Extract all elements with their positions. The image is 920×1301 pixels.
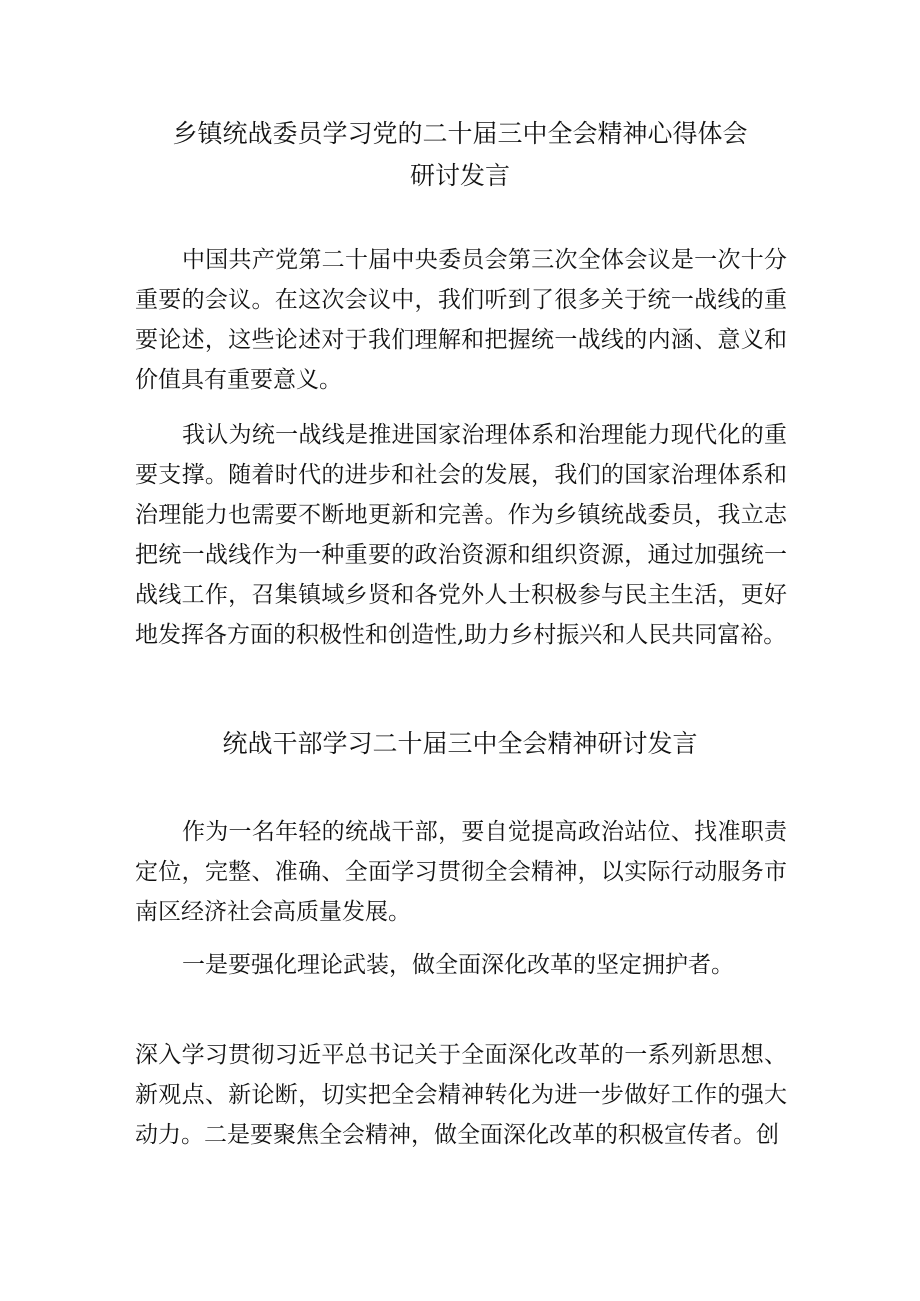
doc2-paragraph-1: 作为一名年轻的统战干部，要自觉提高政治站位、找准职责定位，完整、准确、全面学习贯彻全会精神，以实际行动服务市南区经济社会高质量发展。 xyxy=(135,819,787,925)
doc1-title-line2: 研讨发言 xyxy=(409,161,510,190)
doc1-paragraph-2: 我认为统一战线是推进国家治理体系和治理能力现代化的重要支撑。随着时代的进步和社会的发展，我们的国家治理体系和治理能力也需要不断地更新和完善。作为乡镇统战委员，我立志把统一战线作为一种重要的政治资源和组织资源，通过加强统一战线工作，召集镇域乡贤和各党外人士积极参与民主生活，更好地发挥各方面的积极性和创造性,助力乡村振兴和人民共同富裕。 xyxy=(135,422,787,648)
doc2-title: 统战干部学习二十届三中全会精神研讨发言 xyxy=(222,729,698,758)
doc2-paragraph-2: 一是要强化理论武装，做全面深化改革的坚定拥护者。 xyxy=(182,952,734,978)
doc2-paragraph-3: 深入学习贯彻习近平总书记关于全面深化改革的一系列新思想、新观点、新论断，切实把全会精神转化为进一步做好工作的强大动力。二是要聚焦全会精神，做全面深化改革的积极宣传者。创 xyxy=(135,1042,787,1148)
doc1-paragraph-1: 中国共产党第二十届中央委员会第三次全体会议是一次十分重要的会议。在这次会议中，我们听到了很多关于统一战线的重要论述，这些论述对于我们理解和把握统一战线的内涵、意义和价值具有重要意义。 xyxy=(135,247,787,393)
doc1-title-line1: 乡镇统战委员学习党的二十届三中全会精神心得体会 xyxy=(172,119,748,148)
